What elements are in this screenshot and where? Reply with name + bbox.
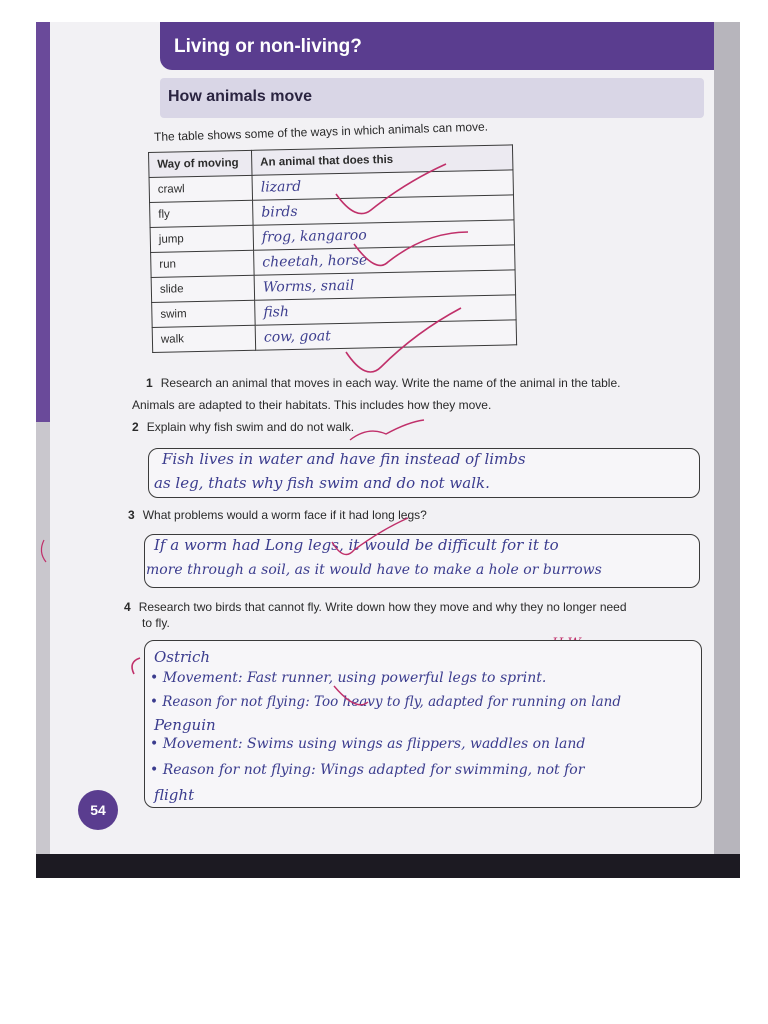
cell-way: walk xyxy=(152,325,256,352)
answer-line: • Movement: Fast runner, using powerful legs to sprint. xyxy=(150,670,547,686)
answer-line: as leg, thats why fish swim and do not walk. xyxy=(154,474,490,492)
question-number: 2 xyxy=(132,420,139,434)
question-number: 3 xyxy=(128,508,135,522)
answer-line: more through a soil, as it would have to make a hole or burrows xyxy=(146,562,602,578)
cell-way: fly xyxy=(150,200,254,227)
question-text: Research two birds that cannot fly. Write down how they move and why they no longer need xyxy=(138,600,627,614)
cell-way: run xyxy=(151,250,255,277)
answer-line: Fish lives in water and have fin instead of limbs xyxy=(162,450,526,468)
page-edge xyxy=(714,22,740,878)
habitat-note: Animals are adapted to their habitats. This includes how they move. xyxy=(132,398,492,412)
question-number: 4 xyxy=(124,600,131,614)
question-4 xyxy=(124,600,627,614)
cell-way: slide xyxy=(151,275,255,302)
question-text: Explain why fish swim and do not walk. xyxy=(146,420,355,434)
cell-way: swim xyxy=(152,300,256,327)
answer-line: If a worm had Long legs, it would be difficult for it to xyxy=(154,536,559,554)
answer-line: flight xyxy=(154,786,195,804)
workbook-page xyxy=(50,22,714,858)
cell-animal: frog, kangaroo xyxy=(253,220,514,250)
movement-table xyxy=(148,144,517,353)
page-title: Living or non-living? xyxy=(174,36,362,57)
desk-shadow xyxy=(36,854,740,878)
cell-animal: cheetah, horse xyxy=(254,245,515,275)
question-text: Research an animal that moves in each way. Write the name of the animal in the table. xyxy=(160,376,621,390)
question-1 xyxy=(146,376,620,390)
question-4-continued: to fly. xyxy=(142,616,170,630)
question-number: 1 xyxy=(146,376,153,390)
answer-line: Ostrich xyxy=(154,648,211,666)
cell-way: crawl xyxy=(149,175,253,202)
margin-mark-icon xyxy=(41,540,46,562)
answer-line: Penguin xyxy=(154,716,216,734)
photo-frame xyxy=(36,22,740,878)
cell-animal: cow, goat xyxy=(255,320,516,350)
column-header-animal: An animal that does this xyxy=(251,145,512,175)
answer-line: • Reason for not flying: Too heavy to fly, adapted for running on land xyxy=(150,694,621,710)
cell-way: jump xyxy=(150,225,254,252)
answer-line: • Movement: Swims using wings as flippers, waddles on land xyxy=(150,736,586,752)
intro-text: The table shows some of the ways in which animals can move. xyxy=(153,119,489,144)
question-2 xyxy=(132,420,354,434)
column-header-way: Way of moving xyxy=(149,150,253,177)
answer-box-q4 xyxy=(144,640,702,808)
page-number-badge: 54 xyxy=(78,790,118,830)
cell-animal: lizard xyxy=(252,170,513,200)
cell-animal: birds xyxy=(253,195,514,225)
question-3 xyxy=(128,508,427,522)
cell-animal: fish xyxy=(255,295,516,325)
section-title: How animals move xyxy=(168,88,313,105)
question-text: What problems would a worm face if it had long legs? xyxy=(142,508,427,522)
cell-animal: Worms, snail xyxy=(254,270,515,300)
answer-line: • Reason for not flying: Wings adapted for swimming, not for xyxy=(150,762,585,778)
